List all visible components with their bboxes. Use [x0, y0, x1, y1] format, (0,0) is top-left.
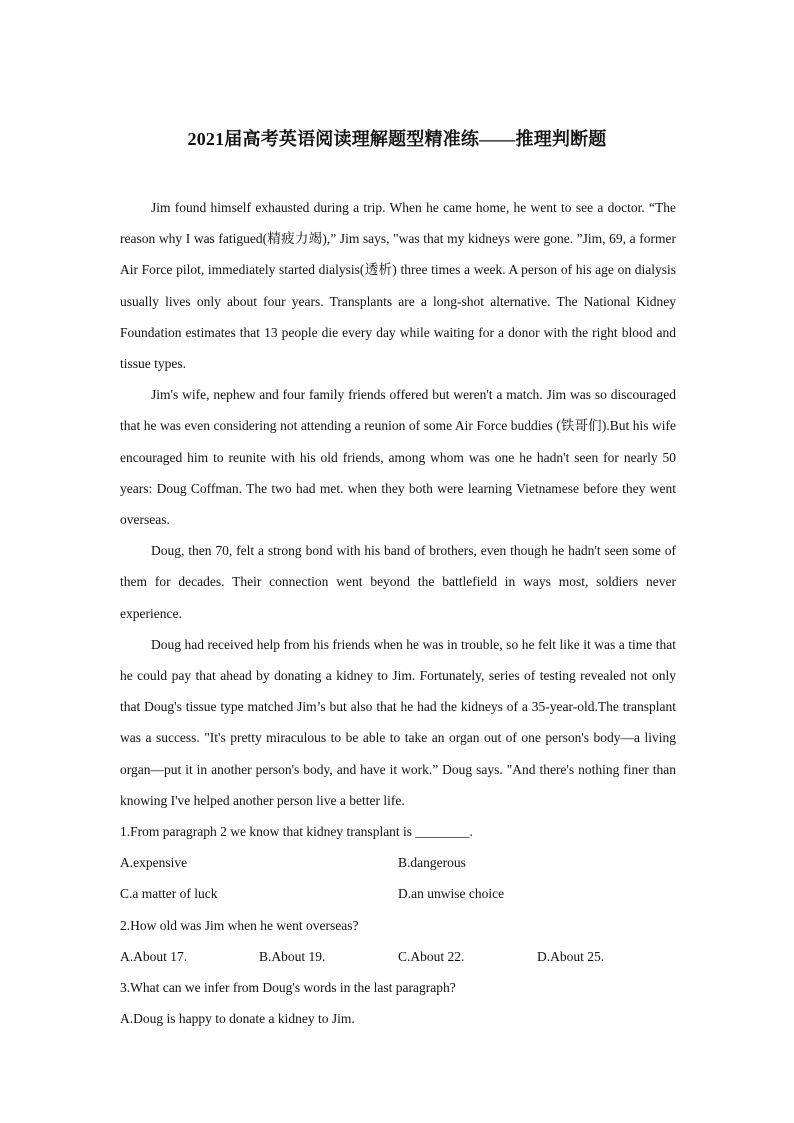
passage-paragraph-4: Doug had received help from his friends when he was in trouble, so he felt like it was a time that he could pay that ahead by donating a kidney to Jim. Fortunately, series of testing revealed not only that Doug's tissue type matched Jim’s but also that he had the kidneys of a 35-year-old.The transplant was a success. "It's pretty miraculous to be able to take an organ out of one person's body—a living organ—put it in another person's body, and have it work.” Doug says. "And there's nothing finer than knowing I've helped another person live a better life. — [120, 636, 676, 808]
question-2: 2.How old was Jim when he went overseas? — [120, 917, 359, 933]
question-2-option-d: D.About 25. — [537, 948, 605, 964]
question-3-option-a: A.Doug is happy to donate a kidney to Jim. — [120, 1011, 355, 1027]
question-1-option-b: B.dangerous — [398, 855, 466, 871]
document-title: 2021届高考英语阅读理解题型精准练——推理判断题 — [187, 129, 607, 149]
question-1-option-c: C.a matter of luck — [120, 886, 218, 902]
question-1-options-row-2 — [120, 878, 676, 909]
question-2-option-c: C.About 22. — [398, 948, 465, 964]
question-2-option-b: B.About 19. — [259, 948, 326, 964]
question-2-option-a: A.About 17. — [120, 948, 188, 964]
document-body — [120, 192, 676, 1034]
question-1-options-row-1 — [120, 847, 676, 878]
question-2-options — [120, 941, 676, 972]
question-1-option-d: D.an unwise choice — [398, 886, 505, 902]
passage-paragraph-1: Jim found himself exhausted during a trip. When he came home, he went to see a doctor. “The reason why I was fatigued(精疲力竭),” Jim says, "was that my kidneys were gone. ”Jim, 69, a former Air Force pilot, immediately started dialysis(透析) three times a week. A person of his age on dialysis usually lives only about four years. Transplants are a long-shot alternative. The National Kidney Foundation estimates that 13 people die every day while waiting for a donor with the right blood and tissue types. — [120, 200, 676, 372]
question-1: 1.From paragraph 2 we know that kidney transplant is ________. — [120, 824, 473, 840]
question-3: 3.What can we infer from Doug's words in the last paragraph? — [120, 980, 456, 996]
passage-paragraph-2: Jim's wife, nephew and four family friends offered but weren't a match. Jim was so discouraged that he was even considering not attending a reunion of some Air Force buddies (铁哥们).But his wife encouraged him to reunite with his old friends, among whom was one he hadn't seen for nearly 50 years: Doug Coffman. The two had met. when they both were learning Vietnamese before they went overseas. — [120, 387, 676, 528]
question-1-option-a: A.expensive — [120, 855, 188, 871]
passage-paragraph-3: Doug, then 70, felt a strong bond with his band of brothers, even though he hadn't seen some of them for decades. Their connection went beyond the battlefield in ways most, soldiers never experience. — [120, 543, 676, 621]
